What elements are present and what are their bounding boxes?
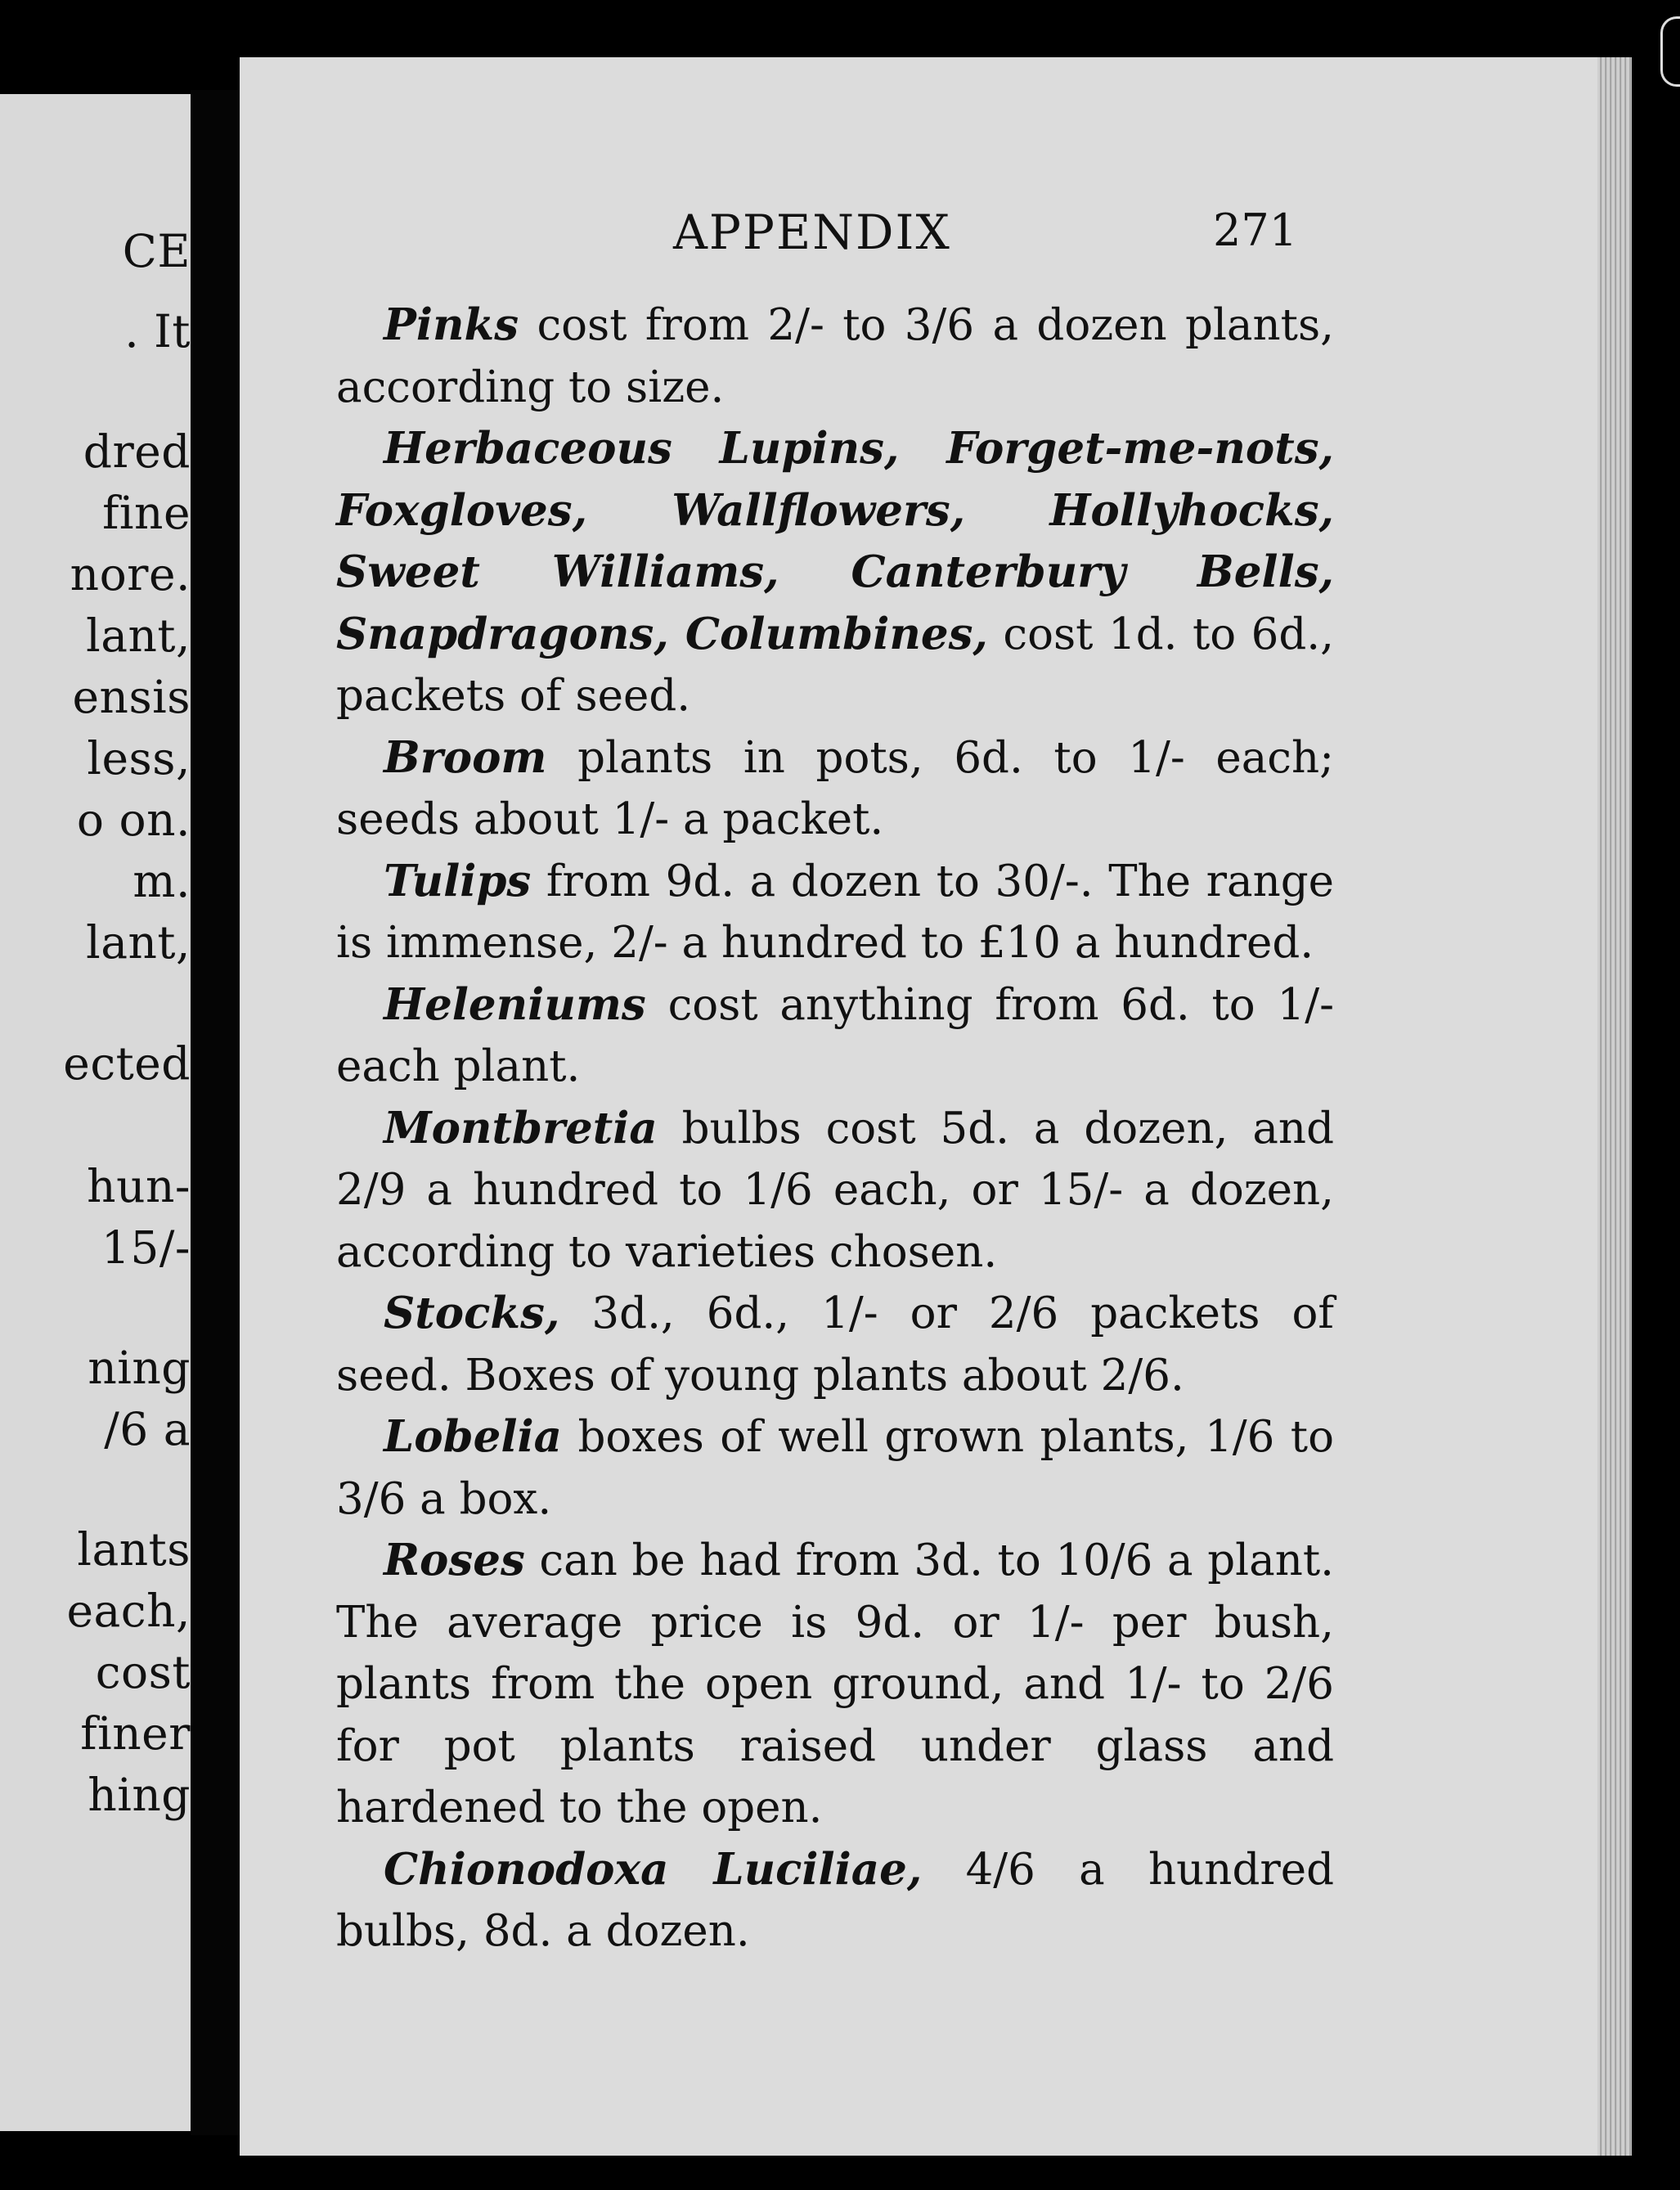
entry-text: cost from 2/- to 3/6 a dozen plants, according to size. (336, 300, 1334, 412)
left-fragment: less, (87, 732, 191, 785)
running-title: APPENDIX (673, 205, 951, 260)
left-fragment: dred (83, 425, 191, 478)
plant-name: Broom (384, 731, 547, 783)
plant-name: Heleniums (384, 978, 646, 1030)
price-entry (336, 1098, 1334, 1284)
price-entry (336, 1530, 1334, 1839)
plant-name: Montbretia (384, 1102, 658, 1153)
page-edge (1597, 57, 1632, 2156)
price-entry (336, 1406, 1334, 1530)
price-entry (336, 295, 1334, 418)
entry-text: from 9d. a dozen to 30/-. The range is immense, 2/- a hundred to £10 a hundred. (336, 856, 1334, 968)
left-fragment: m. (133, 855, 191, 907)
left-fragment: hun- (87, 1160, 191, 1212)
left-fragment: ning (88, 1342, 191, 1394)
entry-text: plants in pots, 6d. to 1/- each; seeds about 1/- a packet. (336, 732, 1334, 844)
plant-name: Herbaceous Lupins, Forget-me-nots, Foxgloves, Wallflowers, Hollyhocks, Sweet Williams, Canterbury Bells, Snapdragons, Columbines, (336, 423, 1334, 659)
appendix-text (336, 295, 1334, 1963)
plant-name: Stocks, (384, 1288, 560, 1338)
left-fragment: lants (77, 1523, 191, 1576)
price-entry (336, 1839, 1334, 1963)
left-fragment: nore. (70, 548, 191, 600)
left-fragment: /6 a (104, 1403, 191, 1455)
price-entry (336, 418, 1334, 727)
left-fragment: fine (102, 487, 191, 539)
left-fragment: hing (88, 1769, 191, 1821)
corner-mark (1660, 16, 1680, 87)
entry-text: cost 1d. to 6d., packets of seed. (336, 609, 1334, 721)
entry-text: 3d., 6d., 1/- or 2/6 packets of seed. Boxes of young plants about 2/6. (336, 1288, 1334, 1401)
left-fragment: . It (124, 305, 191, 358)
plant-name: Roses (384, 1535, 525, 1585)
left-fragment: ected (63, 1037, 191, 1090)
plant-name: Pinks (384, 299, 519, 350)
page-number: 271 (1213, 205, 1298, 256)
running-head (240, 205, 1597, 270)
left-fragment: o on. (76, 794, 191, 846)
entry-text: boxes of well grown plants, 1/6 to 3/6 a box. (336, 1412, 1334, 1524)
left-fragment: finer (80, 1707, 191, 1760)
price-entry (336, 851, 1334, 974)
left-fragment: lant, (86, 916, 191, 969)
left-fragment: ensis (72, 671, 191, 723)
previous-page-fragment (0, 94, 191, 2131)
book-gutter (191, 90, 240, 2135)
left-fragment: 15/- (101, 1221, 191, 1274)
entry-text: 4/6 a hundred bulbs, 8d. a dozen. (336, 1844, 1334, 1956)
entry-text: bulbs cost 5d. a dozen, and 2/9 a hundred to 1/6 each, or 15/- a dozen, according to varieties chosen. (336, 1103, 1334, 1277)
left-fragment: CE (122, 225, 191, 277)
left-fragment: each, (66, 1585, 191, 1637)
price-entry (336, 974, 1334, 1098)
price-entry (336, 727, 1334, 851)
plant-name: Tulips (384, 855, 532, 906)
entry-text: can be had from 3d. to 10/6 a plant. The average price is 9d. or 1/- per bush, plants from the open ground, and 1/- to 2/6 for pot plants raised under glass and hardened to the open. (336, 1536, 1334, 1832)
plant-name: Lobelia (384, 1411, 563, 1462)
book-page (240, 57, 1597, 2156)
left-fragment: lant, (86, 609, 191, 662)
entry-text: cost anything from 6d. to 1/- each plant. (336, 979, 1334, 1091)
left-fragment: cost (95, 1646, 191, 1698)
plant-name: Chionodoxa Luciliae, (384, 1843, 923, 1895)
price-entry (336, 1283, 1334, 1406)
